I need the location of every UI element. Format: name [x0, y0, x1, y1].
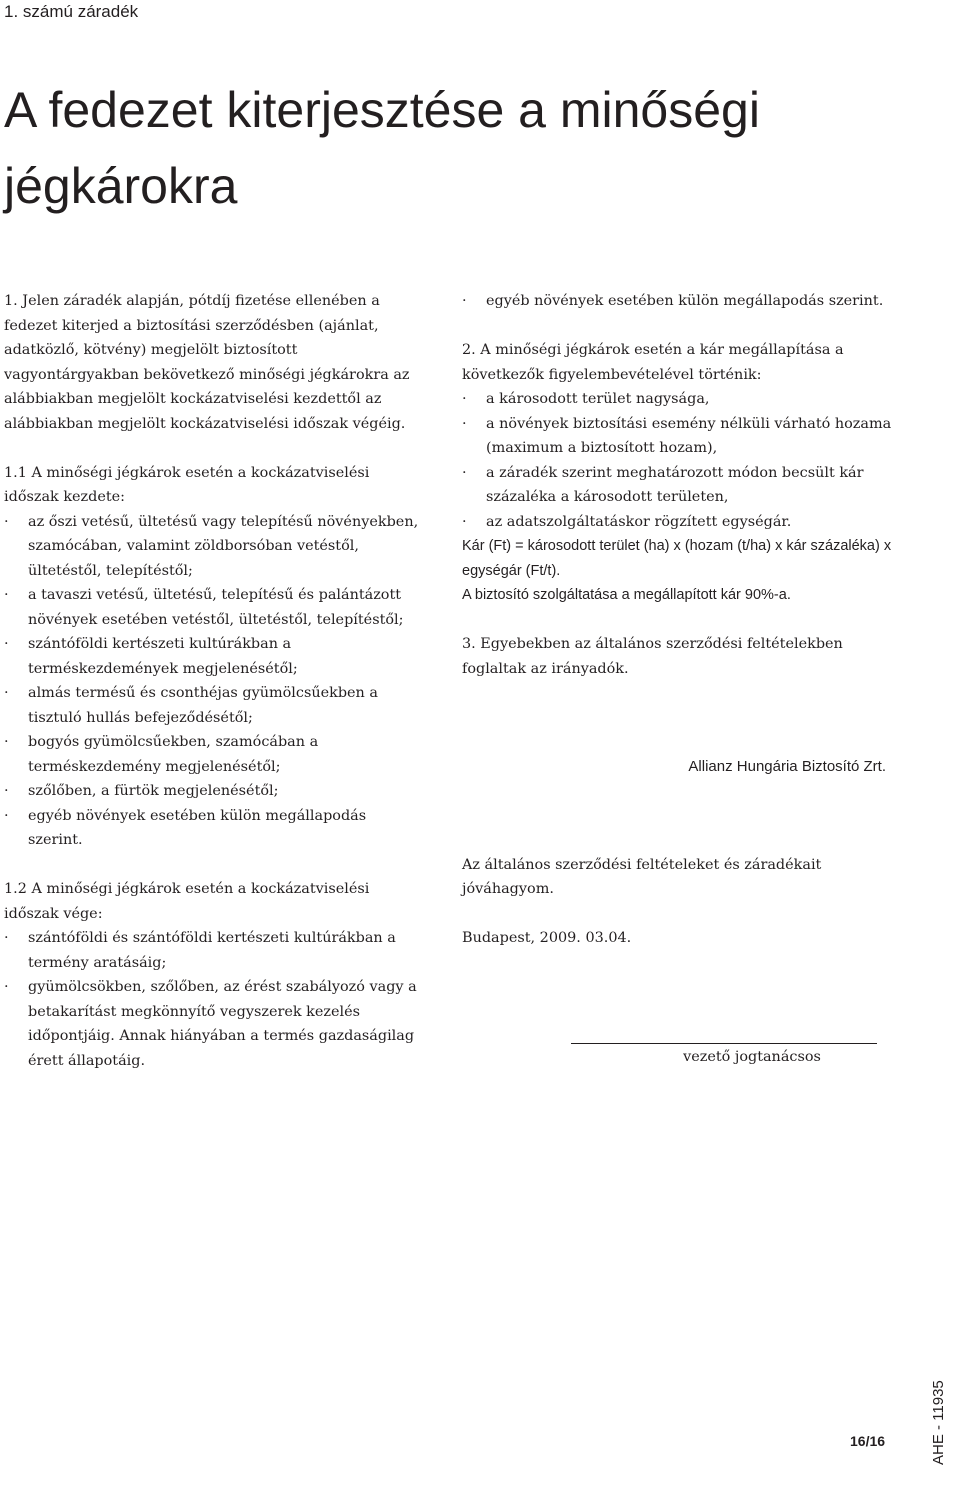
page-title — [4, 72, 904, 224]
list-item: · szőlőben, a fürtök megjelenésétől; — [4, 779, 420, 804]
list-item: · az őszi vetésű, ültetésű vagy telepítésű növényekben, szamócában, valamint zöldborsóban vetéstől, ültetéstől, telepítéstől; — [4, 510, 420, 584]
signer-title: vezető jogtanácsos — [683, 1049, 821, 1065]
intro-paragraph: 1. Jelen záradék alapján, pótdíj fizetése ellenében a fedezet kiterjed a biztosítási szerződésben (ajánlat, adatközlő, kötvény) megjelölt biztosított vagyontárgyakban bekövetkező minőségi jégkárokra az alábbiakban megjelölt kockázatviselési kezdettől az alábbiakban megjelölt kockázatviselési időszak végéig. — [4, 293, 410, 432]
list-item: · a növények biztosítási esemény nélküli várható hozama (maximum a biztosított hozam), — [462, 412, 892, 461]
list-item: · szántóföldi kertészeti kultúrákban a terméskezdemények megjelenésétől; — [4, 632, 420, 681]
list-item: · az adatszolgáltatáskor rögzített egységár. — [462, 510, 892, 535]
section-2-heading: 2. A minőségi jégkárok esetén a kár megállapítása a következők figyelembevételével történik: — [462, 342, 844, 383]
document-code: AHE - 11935 — [930, 1380, 947, 1465]
section-1-2-heading: 1.2 A minőségi jégkárok esetén a kockázatviselési időszak vége: — [4, 881, 370, 922]
right-column — [462, 289, 892, 951]
page-title-line-2: jégkárokra — [4, 158, 238, 214]
list-item: · egyéb növények esetében külön megállapodás szerint. — [4, 804, 420, 853]
list-item: · a záradék szerint meghatározott módon becsült kár százaléka a károsodott területen, — [462, 461, 892, 510]
list-item: · gyümölcsökben, szőlőben, az érést szabályozó vagy a betakarítást megkönnyítő vegyszerek kezelés időpontjáig. Annak hiányában a termés gazdaságilag érett állapotáig. — [4, 975, 420, 1073]
company-name: Allianz Hungária Biztosító Zrt. — [688, 757, 886, 775]
document-header-label: 1. számú záradék — [4, 2, 139, 21]
list-item: · a károsodott terület nagysága, — [462, 387, 892, 412]
approval-statement: Az általános szerződési feltételeket és záradékait jóváhagyom. — [462, 856, 822, 897]
left-column — [4, 289, 420, 1073]
page-title-line-1: A fedezet kiterjesztése a minőségi — [4, 82, 760, 138]
list-item: · egyéb növények esetében külön megállapodás szerint. — [462, 289, 892, 314]
damage-formula: Kár (Ft) = károsodott terület (ha) x (hozam (t/ha) x kár százaléka) x egységár (Ft/t). — [462, 538, 892, 579]
section-1-1-heading: 1.1 A minőségi jégkárok esetén a kockázatviselési időszak kezdete: — [4, 464, 370, 505]
list-item: · bogyós gyümölcsűekben, szamócában a terméskezdemény megjelenésétől; — [4, 730, 420, 779]
list-item: · a tavaszi vetésű, ültetésű, telepítésű és palántázott növények esetében vetéstől, ültetéstől, telepítéstől; — [4, 583, 420, 632]
list-item: · almás termésű és csonthéjas gyümölcsűekben a tisztuló hullás befejeződésétől; — [4, 681, 420, 730]
payout-statement: A biztosító szolgáltatása a megállapított kár 90%-a. — [462, 587, 791, 603]
page-number: 16/16 — [850, 1433, 886, 1449]
list-item: · szántóföldi és szántóföldi kertészeti kultúrákban a termény aratásáig; — [4, 926, 420, 975]
signature-line — [571, 1043, 877, 1044]
place-and-date: Budapest, 2009. 03.04. — [462, 930, 632, 946]
section-3-paragraph: 3. Egyebekben az általános szerződési feltételekben foglaltak az irányadók. — [462, 636, 843, 677]
